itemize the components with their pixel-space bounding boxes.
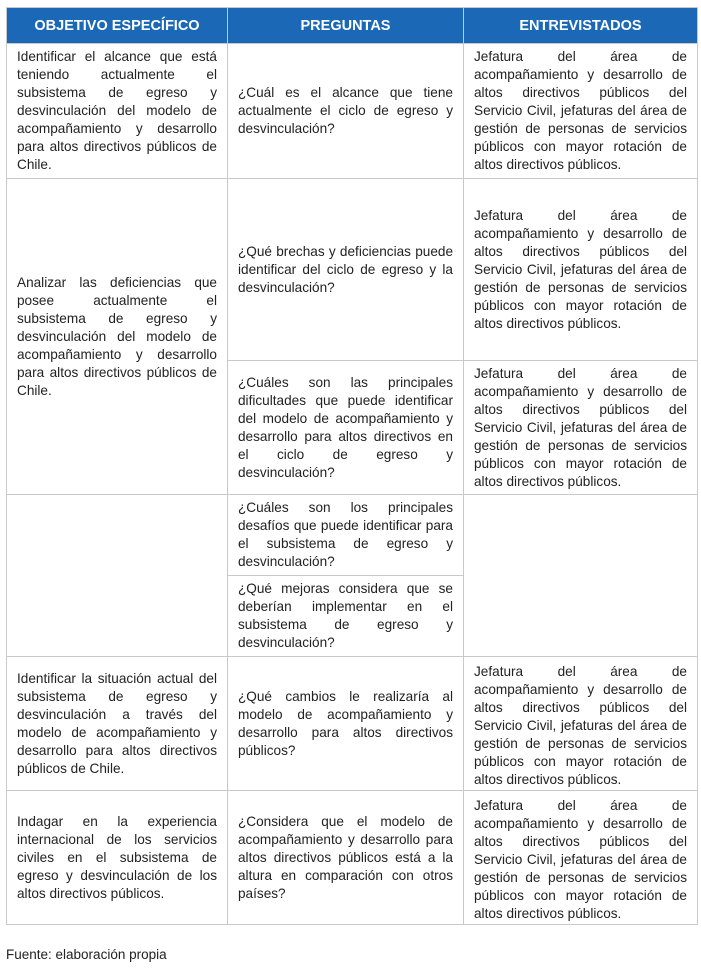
objectives-table	[6, 7, 698, 925]
header-preguntas: PREGUNTAS	[228, 8, 464, 44]
table-header-row	[7, 8, 698, 44]
question-cell: ¿Cuál es el alcance que tiene actualmente el ciclo de egreso y desvinculación?	[228, 44, 464, 179]
source-note: Fuente: elaboración propia	[6, 947, 167, 962]
header-objetivo: OBJETIVO ESPECÍFICO	[7, 8, 228, 44]
interviewees-cell: Jefatura del área de acompañamiento y desarrollo de altos directivos públicos del Servicio Civil, jefaturas del área de gestión de personas de servicios públicos con mayor rotación de altos directivos públicos.	[464, 791, 698, 925]
table-row	[7, 657, 698, 791]
interviewees-cell: Jefatura del área de acompañamiento y desarrollo de altos directivos públicos del Servicio Civil, jefaturas del área de gestión de personas de servicios públicos con mayor rotación de altos directivos públicos.	[464, 179, 698, 361]
table-row	[7, 791, 698, 925]
question-cell: ¿Considera que el modelo de acompañamiento y desarrollo para altos directivos públicos está a la altura en comparación con otros países?	[228, 791, 464, 925]
interviewees-cell: Jefatura del área de acompañamiento y desarrollo de altos directivos públicos del Servicio Civil, jefaturas del área de gestión de personas de servicios públicos con mayor rotación de altos directivos públicos.	[464, 44, 698, 179]
table-row	[7, 44, 698, 179]
question-cell: ¿Qué cambios le realizaría al modelo de acompañamiento y desarrollo para altos directivos públicos?	[228, 657, 464, 791]
table-row	[7, 179, 698, 361]
interviewees-cell: Jefatura del área de acompañamiento y desarrollo de altos directivos públicos del Servicio Civil, jefaturas del área de gestión de personas de servicios públicos con mayor rotación de altos directivos públicos.	[464, 657, 698, 791]
interviewees-cell: Jefatura del área de acompañamiento y desarrollo de altos directivos públicos del Servicio Civil, jefaturas del área de gestión de personas de servicios públicos con mayor rotación de altos directivos públicos.	[464, 361, 698, 495]
objective-cell: Identificar la situación actual del subsistema de egreso y desvinculación a través del modelo de acompañamiento y desarrollo para altos directivos públicos de Chile.	[7, 657, 228, 791]
header-entrevistados: ENTREVISTADOS	[464, 8, 698, 44]
objective-cell	[7, 495, 228, 657]
question-cell: ¿Qué mejoras considera que se deberían implementar en el subsistema de egreso y desvinculación?	[228, 576, 464, 657]
question-cell: ¿Cuáles son los principales desafíos que puede identificar para el subsistema de egreso y desvinculación?	[228, 495, 464, 576]
objective-cell: Analizar las deficiencias que posee actualmente el subsistema de egreso y desvinculación del modelo de acompañamiento y desarrollo para altos directivos públicos de Chile.	[7, 179, 228, 495]
interviewees-cell	[464, 495, 698, 657]
question-cell: ¿Cuáles son las principales dificultades que puede identificar del modelo de acompañamiento y desarrollo para altos directivos en el ciclo de egreso y desvinculación?	[228, 361, 464, 495]
question-cell: ¿Qué brechas y deficiencias puede identificar del ciclo de egreso y la desvinculación?	[228, 179, 464, 361]
objective-cell: Identificar el alcance que está teniendo actualmente el subsistema de egreso y desvinculación del modelo de acompañamiento y desarrollo para altos directivos públicos de Chile.	[7, 44, 228, 179]
objective-cell: Indagar en la experiencia internacional de los servicios civiles en el subsistema de egreso y desvinculación de los altos directivos públicos.	[7, 791, 228, 925]
table-row	[7, 495, 698, 576]
